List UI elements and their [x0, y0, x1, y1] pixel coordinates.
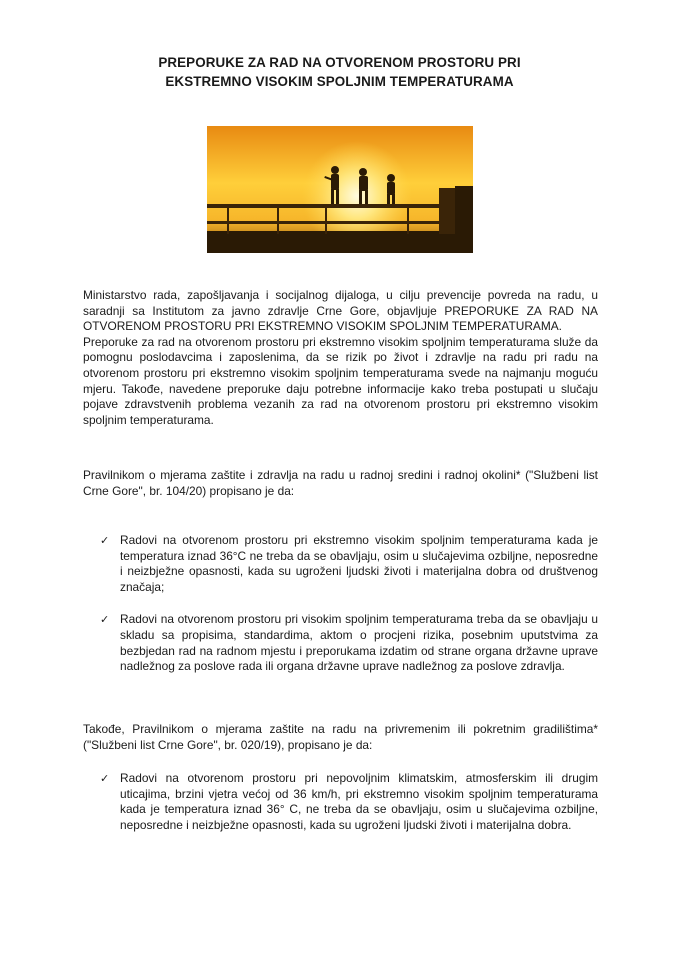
intro-text-2: Preporuke za rad na otvorenom prostoru pri ekstremno visokim spoljnim temperaturama služe da pomognu poslodavcima i zaposlenima, da se rizik po život i zdravlje na radu pri radu na otvorenom prostoru pri ekstremno visokim spoljnim temperaturama svede na najmanju moguću mjeru. Takođe, navedene preporuke daju potrebne informacije kako treba postupati u slučaju pojave zdravstvenih problema vezanih za rad na otvorenom prostoru pri ekstremno visokim spoljnim temperaturama.	[83, 334, 598, 427]
list-item-text: Radovi na otvorenom prostoru pri visokim spoljnim temperaturama treba da se obavljaju u skladu sa propisima, standardima, aktom o procjeni rizika, posebnim uputstvima za bezbjedan rad na radnom mjestu i preporukama izdatim od strane organa državne uprave nadležnog za poslove rada ili organa državne uprave nadležnog za poslove zdravlja.	[120, 612, 598, 674]
list-item	[100, 533, 598, 595]
checkmark-icon: ✓	[100, 772, 110, 785]
checkmark-icon: ✓	[100, 613, 110, 627]
intro-text-1: Ministarstvo rada, zapošljavanja i socijalnog dijaloga, u cilju prevencije povreda na radu, u saradnji sa Institutom za javno zdravlje Crne Gore, objavljuje PREPORUKE ZA RAD NA OTVORENOM PROSTORU PRI EKSTREMNO VISOKIM SPOLJNIM TEMPERATURAMA.	[83, 288, 598, 334]
checkmark-icon: ✓	[100, 534, 110, 547]
regulation-paragraph-1: Pravilnikom o mjerama zaštite i zdravlja na radu u radnoj sredini i radnoj okolini* ("Službeni list Crne Gore", br. 104/20) propisano je da:	[83, 468, 598, 498]
regulation-paragraph-2: Takođe, Pravilnikom o mjerama zaštite na radu na privremenim ili pokretnim gradilištima* ("Službeni list Crne Gore", br. 020/19), propisano je da:	[83, 722, 598, 752]
intro-paragraph	[83, 288, 598, 428]
list-item	[100, 771, 598, 833]
list-item	[100, 612, 598, 674]
title-line-1: PREPORUKE ZA RAD NA OTVORENOM PROSTORU PRI	[158, 55, 521, 70]
regulation-1-list	[100, 533, 598, 675]
list-item-text: Radovi na otvorenom prostoru pri nepovoljnim klimatskim, atmosferskim ili drugim uticajima, brzini vjetra većoj od 36 km/h, pri ekstremno visokim spoljnim temperaturama kada je temperatura iznad 36° C, ne treba da se obavljaju, osim u slučajevima ozbiljne, neposredne i neizbježne opasnosti, kada su ugroženi ljudski životi i materijalna dobra.	[120, 771, 598, 832]
list-item-text: Radovi na otvorenom prostoru pri ekstremno visokim spoljnim temperaturama kada je temperatura iznad 36°C ne treba da se obavljaju, osim u slučajevima ozbiljne, neposredne i neizbježne opasnosti, kada su ugroženi ljudski životi i materijalna dobra od društvenog značaja;	[120, 533, 598, 594]
document-title	[100, 53, 579, 91]
title-line-2: EKSTREMNO VISOKIM SPOLJNIM TEMPERATURAMA	[165, 74, 514, 89]
construction-workers-sunset-photo	[207, 126, 473, 253]
regulation-2-list	[100, 771, 598, 833]
